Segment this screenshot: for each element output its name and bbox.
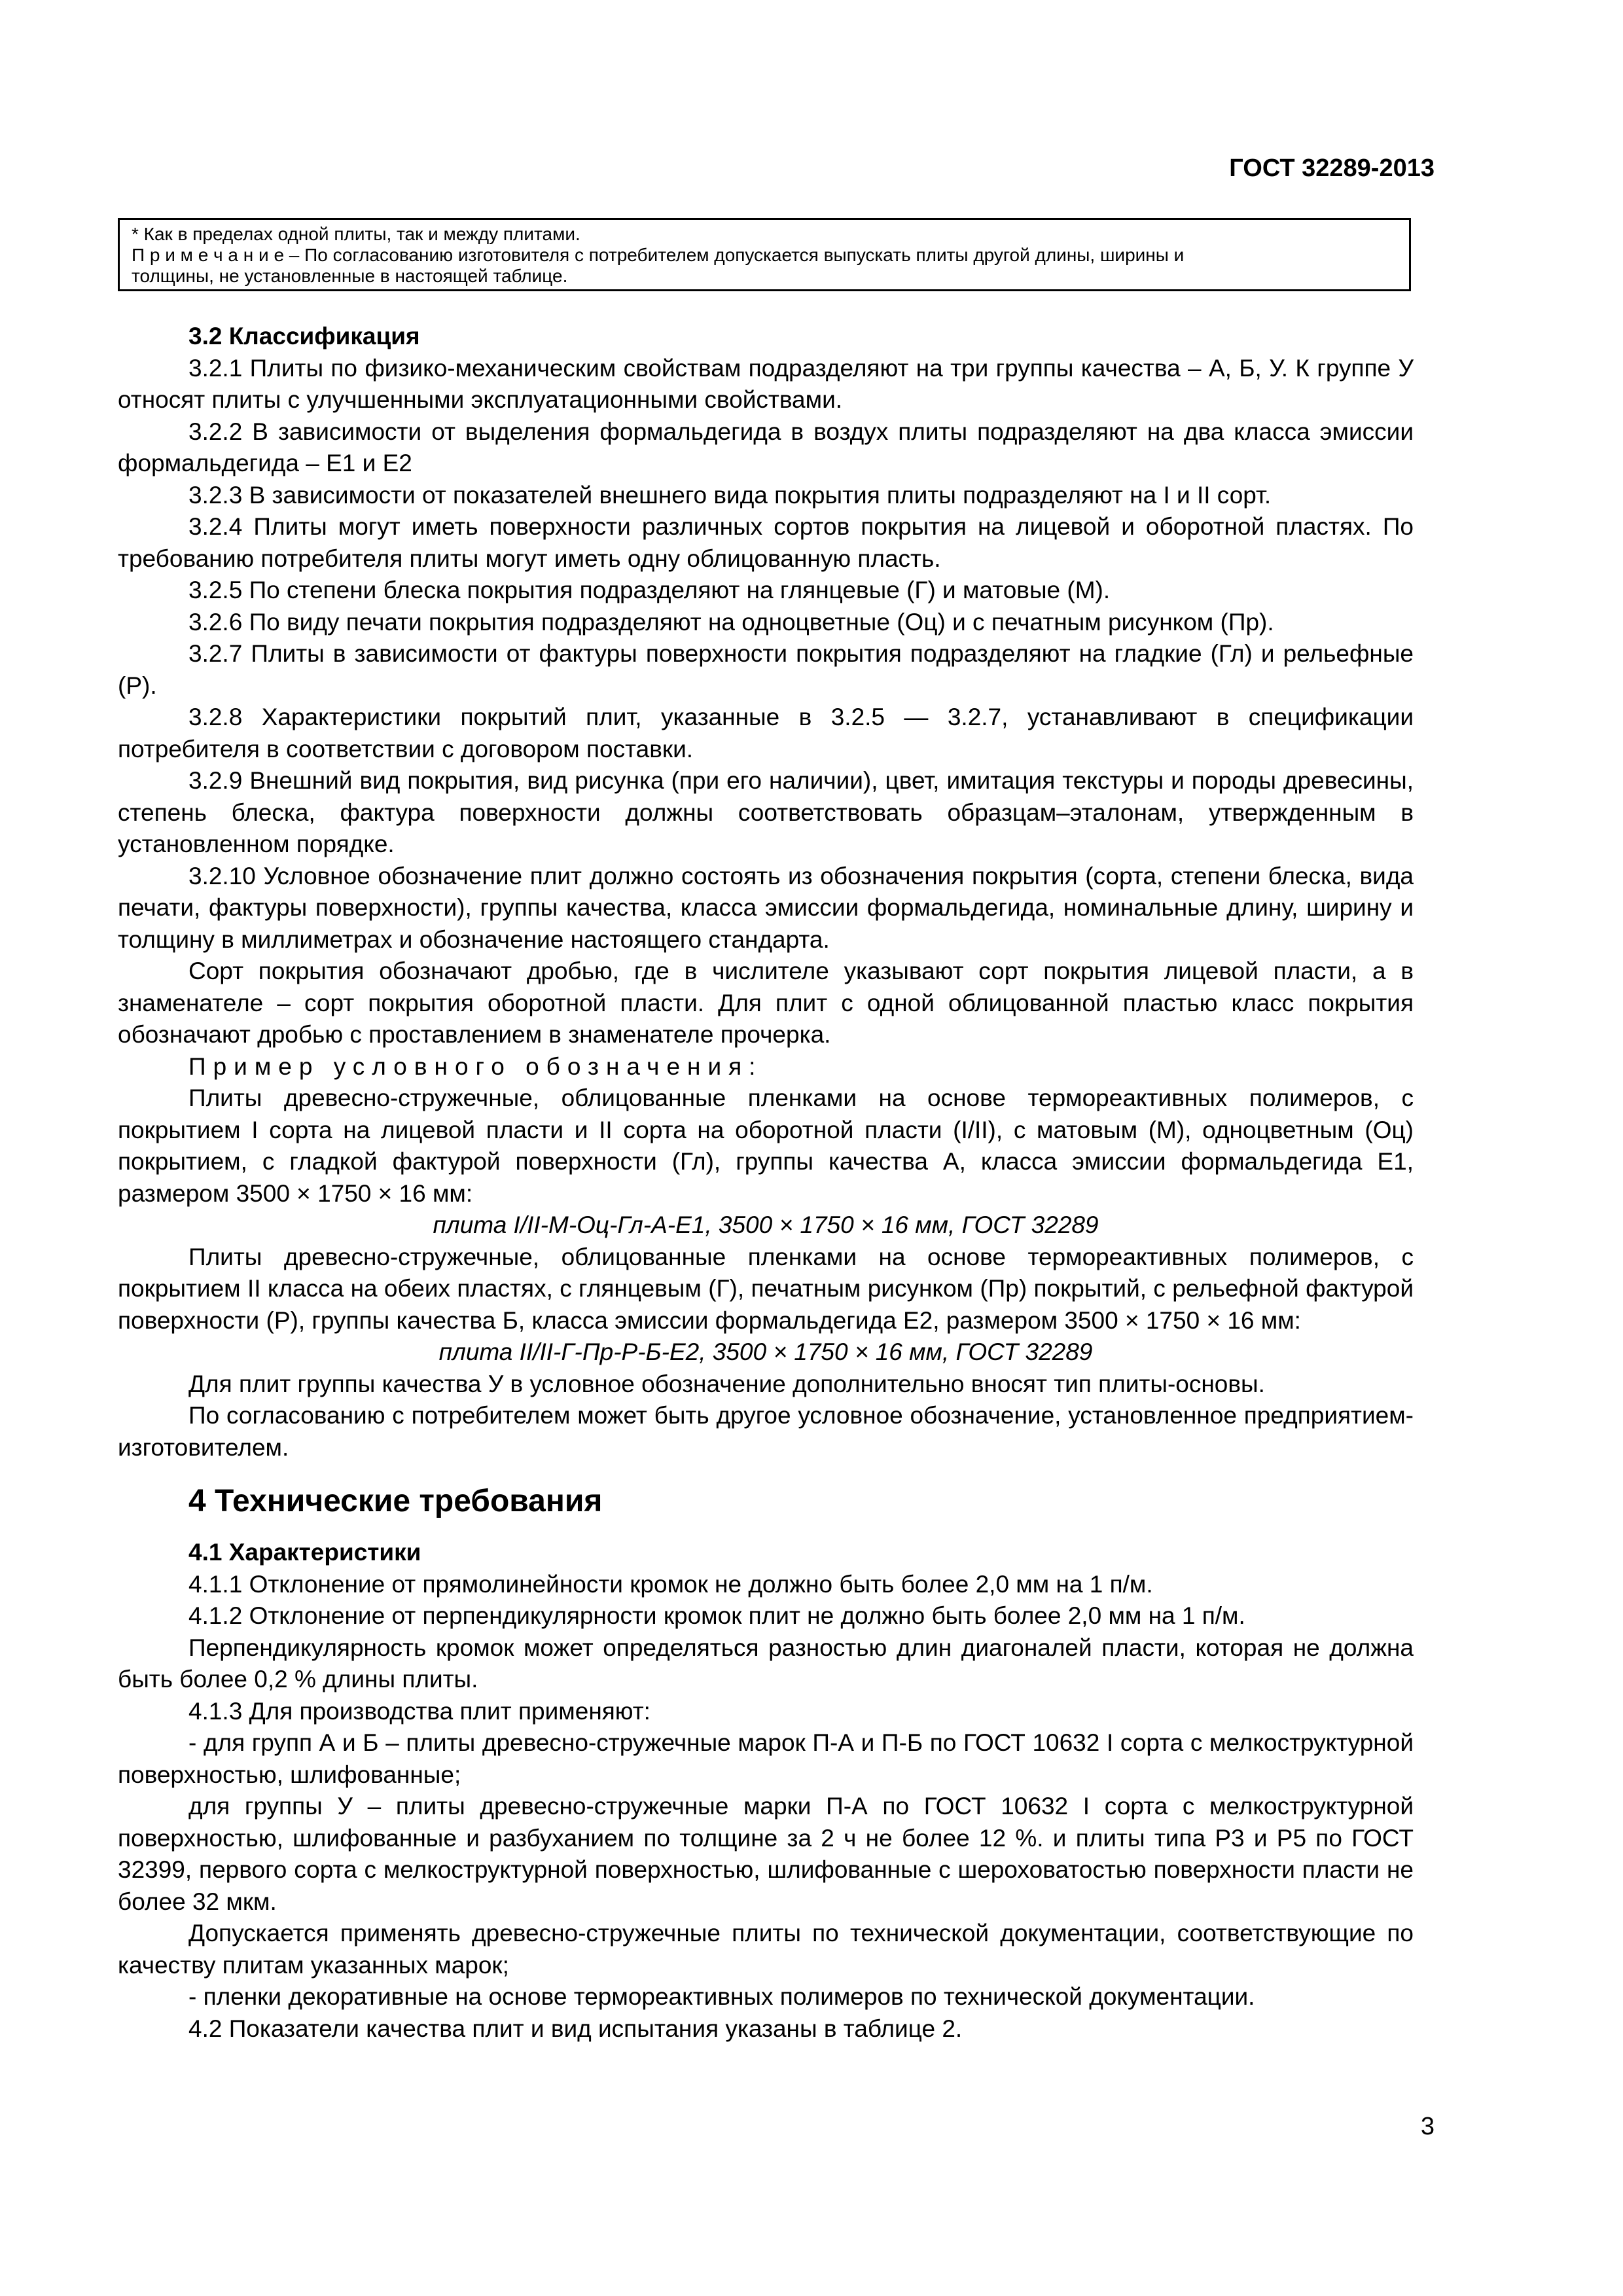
paragraph-grade-notation: Сорт покрытия обозначают дробью, где в числителе указывают сорт покрытия лицевой пласти, а в знаменателе – сорт покрытия оборотной пласти. Для плит с одной облицованной пластью класс покрытия обозначают дробью с проставлением в знаменателе прочерка. bbox=[118, 958, 1414, 1048]
example-2-text: Плиты древесно-стружечные, облицованные пленками на основе термореактивных полимеров, с покрытием II класса на обеих пластях, с глянцевым (Г), печатным рисунком (Пр) покрытий, с рельефной фактурой поверхности (Р), группы качества Б, класса эмиссии формальдегида Е2, размером 3500 × 1750 × 16 мм: bbox=[118, 1243, 1414, 1334]
paragraph-3-2-8: 3.2.8 Характеристики покрытий плит, указанные в 3.2.5 — 3.2.7, устанавливают в спецификации потребителя в соответствии с договором поставки. bbox=[118, 704, 1414, 762]
paragraph-4-2: 4.2 Показатели качества плит и вид испытания указаны в таблице 2. bbox=[188, 2015, 963, 2042]
paragraph-group-u: Для плит группы качества У в условное обозначение дополнительно вносят тип плиты-основы. bbox=[188, 1370, 1265, 1397]
paragraph-decorative-films: - пленки декоративные на основе термореактивных полимеров по технической документации. bbox=[188, 1983, 1255, 2010]
paragraph-groups-a-b: - для групп А и Б – плиты древесно-стружечные марок П-А и П-Б по ГОСТ 10632 I сорта с мелкоструктурной поверхностью, шлифованные; bbox=[118, 1729, 1414, 1788]
main-text bbox=[118, 321, 1414, 2045]
table-note-box bbox=[118, 218, 1411, 291]
paragraph-3-2-4: 3.2.4 Плиты могут иметь поверхности различных сортов покрытия на лицевой и оборотной пластях. По требованию потребителя плиты могут иметь одну облицованную пласть. bbox=[118, 513, 1414, 572]
standard-number: ГОСТ 32289-2013 bbox=[1229, 154, 1435, 182]
paragraph-3-2-9: 3.2.9 Внешний вид покрытия, вид рисунка (при его наличии), цвет, имитация текстуры и породы древесины, степень блеска, фактура поверхности должны соответствовать образцам–эталонам, утвержденным в установленном порядке. bbox=[118, 767, 1414, 857]
paragraph-3-2-10: 3.2.10 Условное обозначение плит должно состоять из обозначения покрытия (сорта, степени блеска, вида печати, фактуры поверхности), группы качества, класса эмиссии формальдегида, номинальные длину, ширину и толщину в миллиметрах и обозначение настоящего стандарта. bbox=[118, 862, 1414, 953]
paragraph-3-2-5: 3.2.5 По степени блеска покрытия подразделяют на глянцевые (Г) и матовые (М). bbox=[188, 577, 1111, 603]
example-label: Пример условного обозначения: bbox=[188, 1052, 763, 1080]
page-number: 3 bbox=[1420, 2113, 1435, 2140]
example-2-code: плита II/II-Г-Пр-Р-Б-Е2, 3500 × 1750 × 16 мм, ГОСТ 32289 bbox=[438, 1338, 1093, 1365]
example-1-code: плита I/II-М-Оц-Гл-А-Е1, 3500 × 1750 × 16 мм, ГОСТ 32289 bbox=[433, 1211, 1099, 1238]
paragraph-3-2-6: 3.2.6 По виду печати покрытия подразделяют на одноцветные (Оц) и с печатным рисунком (Пр). bbox=[188, 608, 1274, 636]
paragraph-4-1-1: 4.1.1 Отклонение от прямолинейности кромок не должно быть более 2,0 мм на 1 п/м. bbox=[188, 1570, 1153, 1598]
paragraph-allowed-boards: Допускается применять древесно-стружечные плиты по технической документации, соответствующие по качеству плитам указанных марок; bbox=[118, 1920, 1414, 1979]
note-line-3: толщины, не установленные в настоящей таблице. bbox=[132, 266, 568, 286]
note-line-2: П р и м е ч а н и е – По согласованию изготовителя с потребителем допускается выпускать плиты другой длины, ширины и bbox=[132, 245, 1185, 265]
paragraph-3-2-7: 3.2.7 Плиты в зависимости от фактуры поверхности покрытия подразделяют на гладкие (Гл) и рельефные (Р). bbox=[118, 640, 1414, 699]
paragraph-perpendicularity: Перпендикулярность кромок может определяться разностью длин диагоналей пласти, которая не должна быть более 0,2 % длины плиты. bbox=[118, 1634, 1414, 1693]
paragraph-3-2-3: 3.2.3 В зависимости от показателей внешнего вида покрытия плиты подразделяют на I и II сорт. bbox=[188, 481, 1272, 509]
example-1-text: Плиты древесно-стружечные, облицованные пленками на основе термореактивных полимеров, с покрытием I сорта на лицевой пласти и II сорта на оборотной пласти (I/II), с матовым (М), одноцветным (Оц) покрытием, с гладкой фактурой поверхности (Гл), группы качества А, класса эмиссии формальдегида Е1, размером 3500 × 1750 × 16 мм: bbox=[118, 1085, 1414, 1207]
note-line-1: * Как в пределах одной плиты, так и между плитами. bbox=[132, 224, 580, 244]
paragraph-other-notation: По согласованию с потребителем может быть другое условное обозначение, установленное предприятием-изготовителем. bbox=[118, 1402, 1414, 1461]
paragraph-group-u-boards: для группы У – плиты древесно-стружечные марки П-А по ГОСТ 10632 I сорта с мелкоструктурной поверхностью, шлифованные и разбуханием по толщине за 2 ч не более 12 %. и плиты типа Р3 и Р5 по ГОСТ 32399, первого сорта с мелкоструктурной поверхностью, шлифованные с шероховатостью поверхности пласти не более 32 мкм. bbox=[118, 1793, 1414, 1915]
paragraph-3-2-1: 3.2.1 Плиты по физико-механическим свойствам подразделяют на три группы качества – А, Б, У. К группе У относят плиты с улучшенными эксплуатационными свойствами. bbox=[118, 354, 1414, 413]
paragraph-3-2-2: 3.2.2 В зависимости от выделения формальдегида в воздух плиты подразделяют на два класса эмиссии формальдегида – Е1 и Е2 bbox=[118, 418, 1414, 476]
characteristics-heading: 4.1 Характеристики bbox=[188, 1539, 421, 1566]
classification-heading: 3.2 Классификация bbox=[188, 323, 420, 350]
section-4-title: 4 Технические требования bbox=[188, 1484, 603, 1518]
paragraph-4-1-2: 4.1.2 Отклонение от перпендикулярности кромок плит не должно быть более 2,0 мм на 1 п/м. bbox=[188, 1602, 1245, 1629]
paragraph-4-1-3: 4.1.3 Для производства плит применяют: bbox=[188, 1697, 651, 1725]
